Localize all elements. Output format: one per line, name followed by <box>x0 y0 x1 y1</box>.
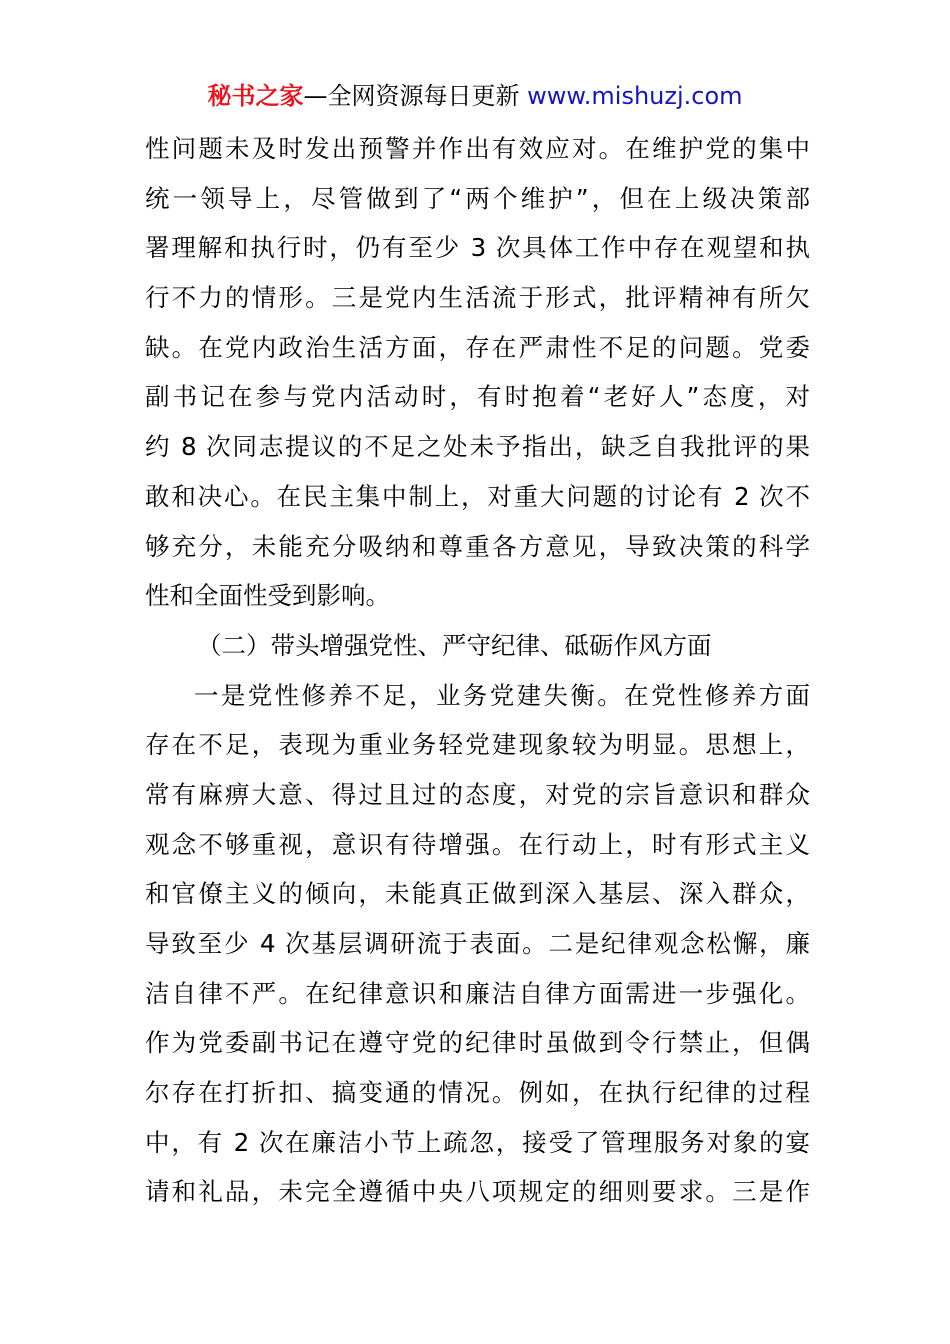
text-line: 一是党性修养不足，业务党建失衡。在党性修养方面 <box>194 680 810 710</box>
text-line: 副书记在参与党内活动时，有时抱着“老好人”态度，对 <box>145 382 810 412</box>
text-line: 尔存在打折扣、搞变通的情况。例如，在执行纪律的过程 <box>145 1078 810 1108</box>
text-line: 作为党委副书记在遵守党的纪律时虽做到令行禁止，但偶 <box>145 1028 810 1058</box>
site-header <box>0 78 950 114</box>
text-line: 统一领导上，尽管做到了“两个维护”，但在上级决策部 <box>145 183 810 213</box>
section-heading: （二）带头增强党性、严守纪律、砥砺作风方面 <box>197 630 712 660</box>
text-line: 行不力的情形。三是党内生活流于形式，批评精神有所欠 <box>145 283 810 313</box>
document-body <box>145 124 810 1217</box>
text-line: 中，有 2 次在廉洁小节上疏忽，接受了管理服务对象的宴 <box>145 1127 810 1157</box>
text-line: 和官僚主义的倾向，未能真正做到深入基层、深入群众， <box>145 879 810 909</box>
text-line: 洁自律不严。在纪律意识和廉洁自律方面需进一步强化。 <box>145 978 810 1008</box>
text-line: 性问题未及时发出预警并作出有效应对。在维护党的集中 <box>145 134 810 163</box>
text-line: 观念不够重视，意识有待增强。在行动上，时有形式主义 <box>145 829 810 859</box>
text-line: 请和礼品，未完全遵循中央八项规定的细则要求。三是作 <box>145 1177 810 1207</box>
site-tagline: —全网资源每日更新 <box>303 82 528 110</box>
text-line: 存在不足，表现为重业务轻党建现象较为明显。思想上， <box>145 730 810 760</box>
site-url-link[interactable]: www.mishuzj.com <box>527 82 743 110</box>
text-line: 敢和决心。在民主集中制上，对重大问题的讨论有 2 次不 <box>145 481 810 511</box>
text-line: 署理解和执行时，仍有至少 3 次具体工作中存在观望和执 <box>145 233 810 263</box>
text-line: 够充分，未能充分吸纳和尊重各方意见，导致决策的科学 <box>145 531 810 561</box>
site-brand: 秘书之家 <box>207 82 304 110</box>
text-line: 缺。在党内政治生活方面，存在严肃性不足的问题。党委 <box>145 332 810 362</box>
text-line: 性和全面性受到影响。 <box>145 581 390 611</box>
text-line: 导致至少 4 次基层调研流于表面。二是纪律观念松懈，廉 <box>145 929 810 958</box>
text-line: 约 8 次同志提议的不足之处未予指出，缺乏自我批评的果 <box>145 432 810 462</box>
text-line: 常有麻痹大意、得过且过的态度，对党的宗旨意识和群众 <box>145 779 810 809</box>
